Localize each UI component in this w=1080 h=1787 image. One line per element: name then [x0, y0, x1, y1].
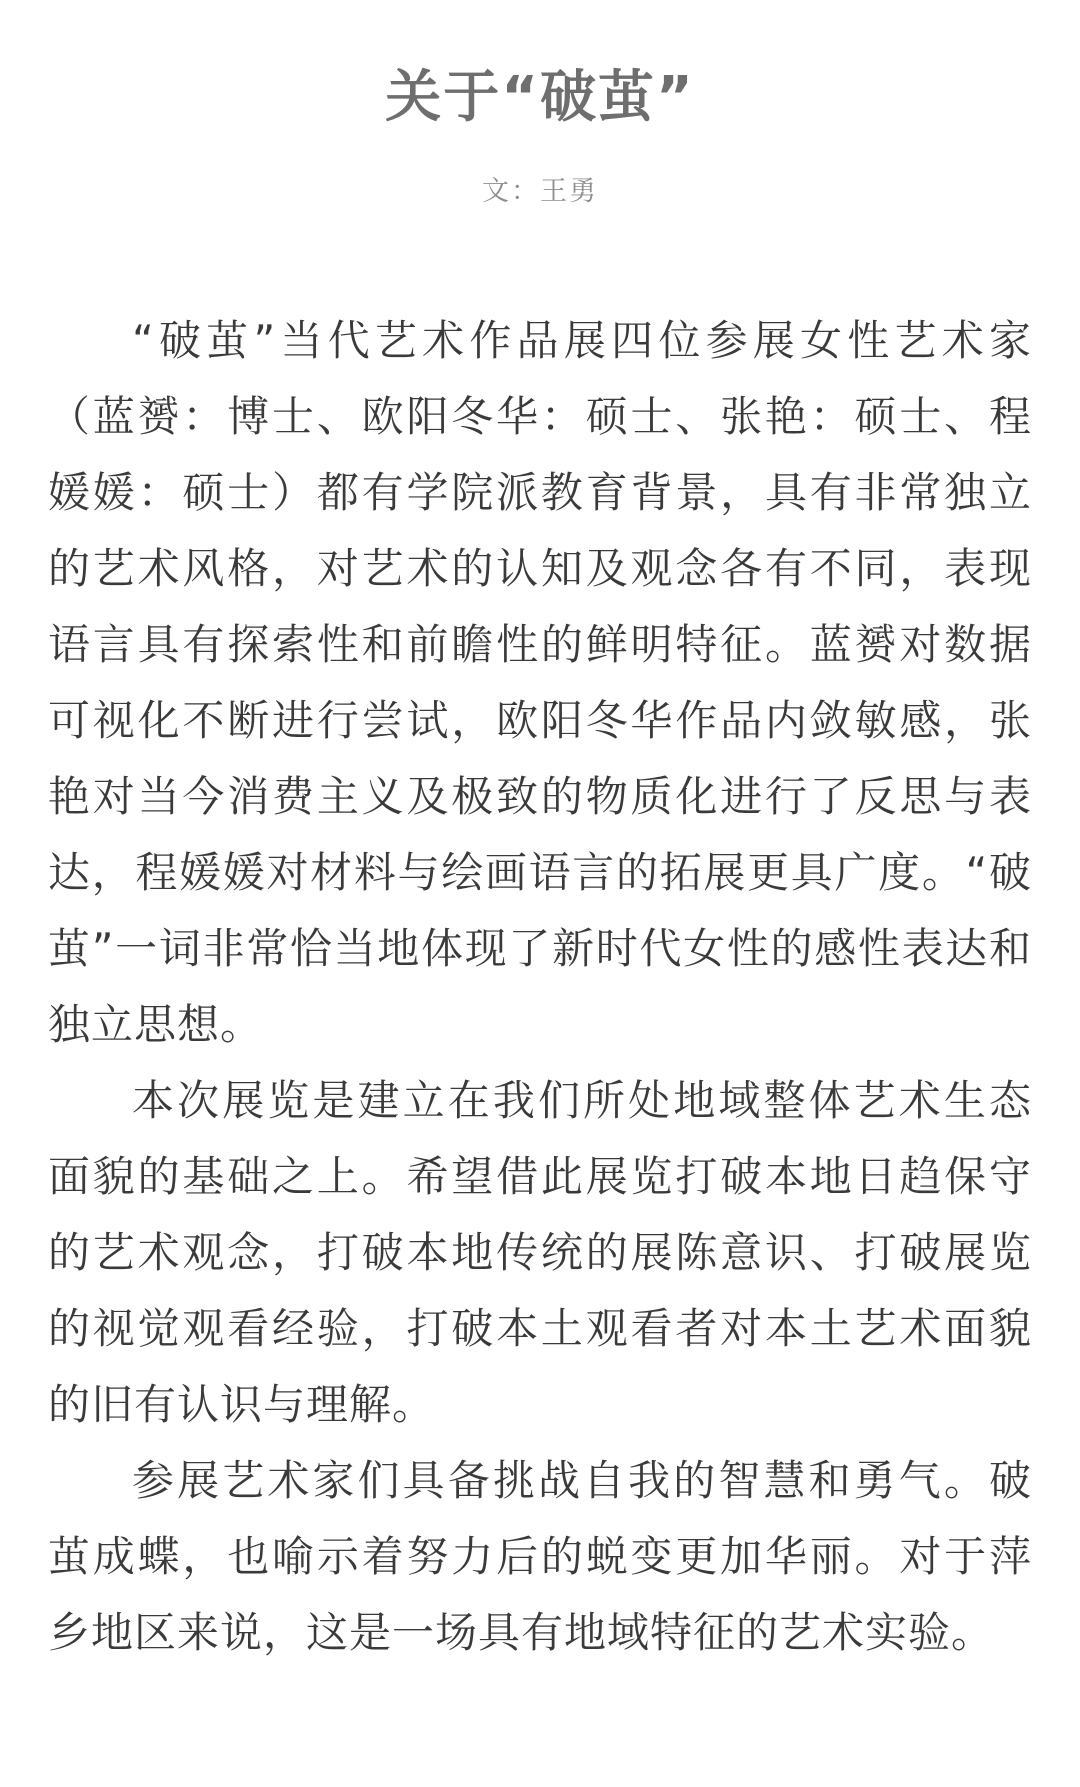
article-paragraph: “破茧”当代艺术作品展四位参展女性艺术家（蓝赟：博士、欧阳冬华：硕士、张艳：硕士、程媛媛：硕士）都有学院派教育背景，具有非常独立的艺术风格，对艺术的认知及观念各有不同，表现语言具有探索性和前瞻性的鲜明特征。蓝赟对数据可视化不断进行尝试，欧阳冬华作品内敛敏感，张艳对当今消费主义及极致的物质化进行了反思与表达，程媛媛对材料与绘画语言的拓展更具广度。“破茧”一词非常恰当地体现了新时代女性的感性表达和独立思想。 — [48, 316, 1032, 1049]
article-paragraph: 本次展览是建立在我们所处地域整体艺术生态面貌的基础之上。希望借此展览打破本地日趋保守的艺术观念，打破本地传统的展陈意识、打破展览的视觉观看经验，打破本土观看者对本土艺术面貌的旧有认识与理解。 — [48, 1076, 1032, 1429]
article-title: 关于“破茧” — [385, 65, 695, 130]
article-body — [48, 303, 1032, 1671]
article-author: 文：王勇 — [482, 176, 598, 207]
article-paragraph: 参展艺术家们具备挑战自我的智慧和勇气。破茧成蝶，也喻示着努力后的蜕变更加华丽。对于萍乡地区来说，这是一场具有地域特征的艺术实验。 — [48, 1456, 1032, 1657]
